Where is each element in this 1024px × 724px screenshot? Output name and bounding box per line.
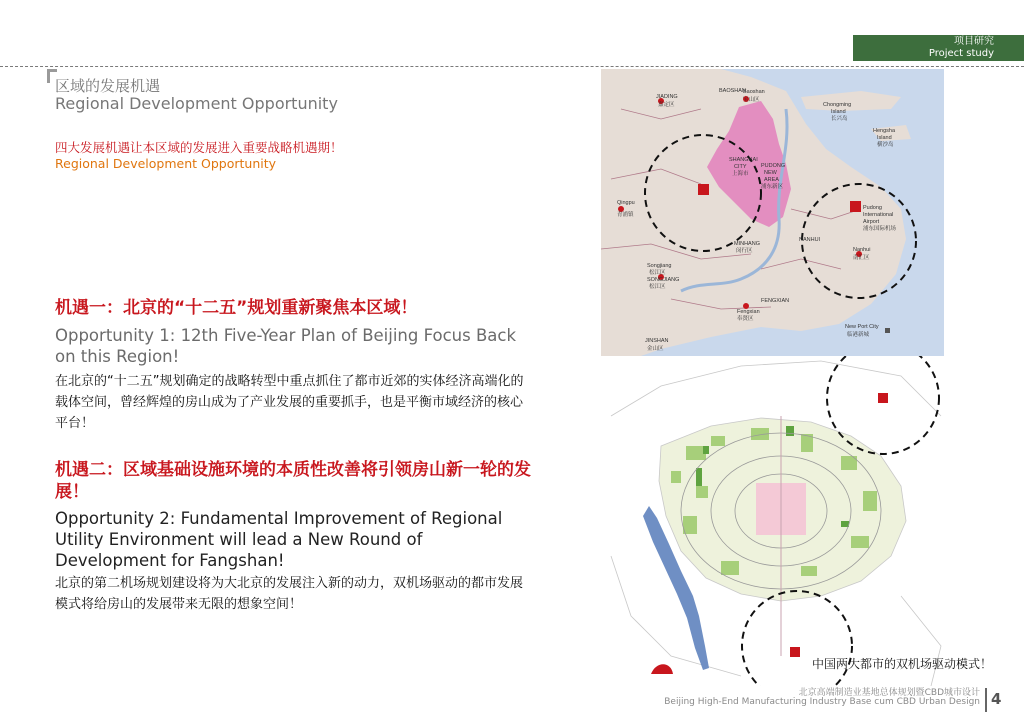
map-caption: 中国两大都市的双机场驱动模式！ xyxy=(812,657,993,671)
badge-en: Project study xyxy=(928,48,994,59)
map-label: 长兴岛 xyxy=(831,116,848,122)
footer-title-cn: 北京高端制造业基地总体规划暨CBD城市设计 xyxy=(798,688,980,698)
map-label: SONGJIANG xyxy=(647,277,680,283)
map-label: Songjiang xyxy=(647,263,672,269)
map-label: Baoshan xyxy=(743,89,765,95)
map-label: 上海市 xyxy=(732,171,749,177)
map-label: JIADING xyxy=(656,94,678,100)
map-label: 浦东国际机场 xyxy=(863,226,897,232)
footer-divider xyxy=(985,688,987,712)
map-label: SHANGHAI xyxy=(729,157,758,163)
map-label: Fengxian xyxy=(737,309,760,315)
map-label: Qingpu xyxy=(617,200,635,206)
opportunity2-heading-en: Opportunity 2: Fundamental Improvement of Regional Utility Environment will lead a New Round of Development for Fangshan! xyxy=(55,509,503,570)
airport-icon-hongqiao xyxy=(698,184,709,195)
opportunity1-heading-en: Opportunity 1: 12th Five-Year Plan of Beijing Focus Back on this Region! xyxy=(55,326,517,366)
footer-title-en: Beijing High-End Manufacturing Industry Base cum CBD Urban Design xyxy=(664,697,980,707)
map-label: 奉贤区 xyxy=(737,316,754,322)
map-label: CITY xyxy=(734,164,747,170)
map-label: MINHANG xyxy=(734,241,760,247)
map-label: JINSHAN xyxy=(645,338,669,344)
opportunity2-body: 北京的第二机场规划建设将为大北京的发展注入新的动力，双机场驱动的都市发展模式将给房山的发展带来无限的想象空间！ xyxy=(55,576,524,612)
map-label: FENGXIAN xyxy=(761,298,790,304)
map-label: 松江区 xyxy=(649,270,666,276)
section-subtitle-en: Regional Development Opportunity xyxy=(55,156,277,171)
map-label: 金山区 xyxy=(647,346,664,352)
airport-icon-pudong xyxy=(850,201,861,212)
header-divider xyxy=(0,66,1024,67)
map-label: Pudong xyxy=(863,205,882,211)
marker-newport xyxy=(885,328,890,333)
map-label: 嘉定区 xyxy=(658,102,675,108)
map-label: 宝山区 xyxy=(743,97,760,103)
map-label: 横沙岛 xyxy=(877,142,894,148)
shanghai-map xyxy=(601,69,944,356)
map-label: 青浦镇 xyxy=(617,212,634,218)
map-label: Chongming xyxy=(823,102,852,108)
map-label: AREA xyxy=(764,177,779,183)
fangshan-marker xyxy=(651,664,673,674)
map-label: 南汇区 xyxy=(853,255,870,261)
map-label: BAOSHAN xyxy=(719,88,746,94)
section-title-en: Regional Development Opportunity xyxy=(55,94,338,113)
map-label: Island xyxy=(831,109,846,115)
map-label: PUDONG xyxy=(761,163,786,169)
airport-icon-second xyxy=(790,647,800,657)
map-label: International xyxy=(863,212,894,218)
map-label: 松江区 xyxy=(649,284,666,290)
opportunity1-heading-cn: 机遇一：北京的“十二五”规划重新聚焦本区域！ xyxy=(55,298,418,318)
map-label: Island xyxy=(877,135,892,141)
section-subtitle-cn: 四大发展机遇让本区域的发展进入重要战略机遇期！ xyxy=(55,140,343,155)
airport-icon-capital xyxy=(878,393,888,403)
opportunity1-body: 在北京的“十二五”规划确定的战略转型中重点抓住了都市近郊的实体经济高端化的载体空间，曾经辉煌的房山成为了产业发展的重要抓手，也是平衡市域经济的核心平台！ xyxy=(55,374,524,431)
map-label: Airport xyxy=(863,219,880,225)
map-label: Hengsha xyxy=(873,128,896,134)
section-title-cn: 区域的发展机遇 xyxy=(55,77,161,95)
badge-cn: 项目研究 xyxy=(954,36,994,47)
map-label: 闵行区 xyxy=(736,248,753,254)
map-label: New Port City xyxy=(845,324,879,330)
map-label: Nanhui xyxy=(853,247,871,253)
opportunity2-heading-cn: 机遇二：区域基础设施环境的本质性改善将引领房山新一轮的发展！ xyxy=(55,460,531,502)
map-label: 临港新城 xyxy=(847,332,870,338)
map-label: NANHUI xyxy=(799,237,821,243)
map-label: NEW xyxy=(764,170,777,176)
page-number: 4 xyxy=(991,690,1002,708)
section-badge xyxy=(853,35,1024,61)
beijing-map xyxy=(601,356,1001,686)
map-label: 浦东新区 xyxy=(761,184,784,190)
